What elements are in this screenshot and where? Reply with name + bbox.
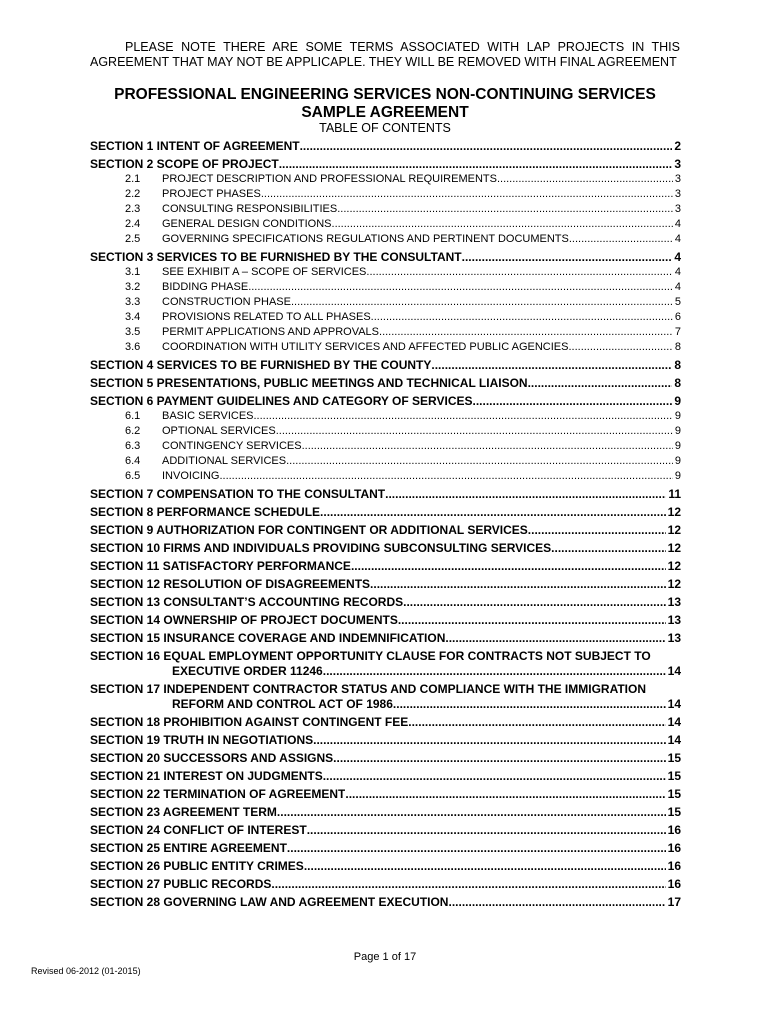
- toc-entry-title: CONSTRUCTION PHASE: [162, 296, 291, 308]
- toc-subsection-number: 2.1: [125, 173, 141, 185]
- dot-leader: [385, 487, 666, 502]
- toc-subsection-entry[interactable]: [90, 340, 681, 355]
- toc-entry-title: BIDDING PHASE: [162, 281, 249, 293]
- toc-page-number: 9: [674, 455, 681, 467]
- toc-subsection-entry[interactable]: [90, 424, 681, 439]
- toc-subsection-entry[interactable]: [90, 172, 681, 187]
- toc-section-entry[interactable]: [90, 595, 681, 610]
- toc-section-entry[interactable]: [90, 487, 681, 502]
- toc-page-number: 4: [674, 218, 681, 230]
- dot-leader: [271, 877, 665, 892]
- dot-leader: [219, 469, 672, 484]
- toc-subsection-number: 2.5: [125, 233, 141, 245]
- dot-leader: [307, 823, 666, 838]
- toc-page-number: 6: [674, 311, 681, 323]
- toc-section-entry[interactable]: [90, 769, 681, 784]
- toc-entry-title: SECTION 24 CONFLICT OF INTEREST: [90, 823, 307, 837]
- toc-page-number: 13: [667, 595, 681, 609]
- toc-section-entry[interactable]: [90, 715, 681, 730]
- toc-section-entry[interactable]: [90, 139, 681, 154]
- dot-leader: [337, 202, 673, 217]
- dot-leader: [254, 409, 673, 424]
- dot-leader: [345, 787, 665, 802]
- toc-subsection-entry[interactable]: [90, 295, 681, 310]
- toc-entry-title: PROVISIONS RELATED TO ALL PHASES: [162, 311, 371, 323]
- toc-entry-title: SECTION 9 AUTHORIZATION FOR CONTINGENT OR ADDITIONAL SERVICES: [90, 523, 528, 537]
- toc-subsection-entry[interactable]: [90, 310, 681, 325]
- toc-subsection-number: 6.4: [125, 455, 141, 467]
- toc-subsection-entry[interactable]: [90, 265, 681, 280]
- toc-page-number: 2: [674, 139, 681, 153]
- toc-entry-title: SECTION 12 RESOLUTION OF DISAGREEMENTS: [90, 577, 371, 591]
- toc-entry-title: PROJECT PHASES: [162, 188, 261, 200]
- toc-page-number: 16: [667, 823, 681, 837]
- dot-leader: [403, 595, 666, 610]
- dot-leader: [323, 769, 666, 784]
- toc-entry-title: SECTION 1 INTENT OF AGREEMENT: [90, 139, 300, 153]
- dot-leader: [448, 895, 665, 910]
- toc-entry-title: SECTION 20 SUCCESSORS AND ASSIGNS: [90, 751, 334, 765]
- toc-section-entry[interactable]: [90, 577, 681, 592]
- page-number: Page 1 of 17: [353, 951, 417, 963]
- toc-entry-title: CONSULTING RESPONSIBILITIES: [162, 203, 338, 215]
- toc-page-number: 16: [667, 877, 681, 891]
- toc-entry-title: SEE EXHIBIT A – SCOPE OF SERVICES: [162, 266, 367, 278]
- toc-subsection-entry[interactable]: [90, 217, 681, 232]
- toc-section-entry[interactable]: [90, 523, 681, 538]
- toc-subsection-number: 6.3: [125, 440, 141, 452]
- dot-leader: [333, 751, 665, 766]
- toc-entry-title: PERMIT APPLICATIONS AND APPROVALS: [162, 326, 380, 338]
- dot-leader: [370, 577, 666, 592]
- dot-leader: [300, 139, 673, 154]
- toc-entry-title: SECTION 23 AGREEMENT TERM: [90, 805, 277, 819]
- toc-entry-title: GOVERNING SPECIFICATIONS REGULATIONS AND PERTINENT DOCUMENTS: [162, 233, 569, 245]
- toc-entry-title: EXECUTIVE ORDER 11246: [172, 664, 323, 678]
- dot-leader: [351, 559, 666, 574]
- dot-leader: [313, 733, 666, 748]
- dot-leader: [393, 697, 666, 712]
- toc-entry-title: SECTION 2 SCOPE OF PROJECT: [90, 157, 279, 171]
- toc-page-number: 9: [674, 410, 681, 422]
- dot-leader: [291, 295, 673, 310]
- toc-subsection-entry[interactable]: [90, 454, 681, 469]
- dot-leader: [279, 157, 673, 172]
- toc-page-number: 4: [674, 233, 681, 245]
- toc-page-number: 9: [674, 394, 681, 408]
- toc-entry-title: GENERAL DESIGN CONDITIONS: [162, 218, 332, 230]
- toc-subsection-number: 6.5: [125, 470, 141, 482]
- toc-page-number: 12: [667, 505, 681, 519]
- toc-page-number: 15: [667, 787, 681, 801]
- toc-entry-title: SECTION 13 CONSULTANT’S ACCOUNTING RECORDS: [90, 595, 404, 609]
- toc-entry-title: SECTION 11 SATISFACTORY PERFORMANCE: [90, 559, 351, 573]
- dot-leader: [286, 454, 673, 469]
- dot-leader: [304, 859, 666, 874]
- dot-leader: [473, 394, 673, 409]
- document-subtitle: SAMPLE AGREEMENT: [301, 104, 469, 121]
- toc-page-number: 8: [674, 341, 681, 353]
- dot-leader: [462, 250, 673, 265]
- toc-section-entry[interactable]: [90, 805, 681, 820]
- toc-section-entry[interactable]: [90, 358, 681, 373]
- toc-section-entry[interactable]: [90, 787, 681, 802]
- toc-section-entry[interactable]: [90, 823, 681, 838]
- toc-subsection-number: 2.3: [125, 203, 141, 215]
- toc-subsection-entry[interactable]: [90, 232, 681, 247]
- toc-page-number: 15: [667, 805, 681, 819]
- toc-section-entry[interactable]: [90, 841, 681, 856]
- lap-notice: [90, 40, 680, 70]
- toc-entry-title: SECTION 15 INSURANCE COVERAGE AND INDEMNIFICATION: [90, 631, 446, 645]
- toc-entry-title: SECTION 18 PROHIBITION AGAINST CONTINGENT FEE: [90, 715, 409, 729]
- dot-leader: [276, 424, 673, 439]
- dot-leader: [551, 541, 665, 556]
- toc-entry-title: OPTIONAL SERVICES: [162, 425, 276, 437]
- toc-page-number: 4: [674, 266, 681, 278]
- toc-page-number: 12: [667, 577, 681, 591]
- toc-entry-title: SECTION 4 SERVICES TO BE FURNISHED BY THE COUNTY: [90, 358, 432, 372]
- dot-leader: [379, 325, 673, 340]
- toc-section-entry[interactable]: [90, 541, 681, 556]
- toc-entry-title: SECTION 5 PRESENTATIONS, PUBLIC MEETINGS AND TECHNICAL LIAISON: [90, 376, 528, 390]
- toc-page-number: 14: [667, 715, 681, 729]
- toc-section-entry[interactable]: [90, 250, 681, 265]
- toc-section-entry[interactable]: [90, 613, 681, 628]
- toc-subsection-entry[interactable]: [90, 202, 681, 217]
- toc-subsection-entry[interactable]: [90, 325, 681, 340]
- toc-page-number: 14: [667, 664, 681, 678]
- toc-entry-title: REFORM AND CONTROL ACT OF 1986: [172, 697, 393, 711]
- toc-section-entry[interactable]: [90, 157, 681, 172]
- toc-entry-title: PROJECT DESCRIPTION AND PROFESSIONAL REQUIREMENTS: [162, 173, 497, 185]
- toc-section-entry[interactable]: [90, 859, 681, 874]
- toc-entry-title: SECTION 21 INTEREST ON JUDGMENTS: [90, 769, 323, 783]
- toc-subsection-entry[interactable]: [90, 280, 681, 295]
- toc-page-number: 13: [667, 631, 681, 645]
- dot-leader: [320, 505, 666, 520]
- toc-subsection-number: 2.2: [125, 188, 141, 200]
- toc-entry-title: INVOICING: [162, 470, 220, 482]
- toc-page-number: 12: [667, 523, 681, 537]
- dot-leader: [568, 340, 672, 355]
- toc-entry-title: ADDITIONAL SERVICES: [162, 455, 287, 467]
- toc-subsection-number: 6.1: [125, 410, 141, 422]
- toc-entry-title: SECTION 7 COMPENSATION TO THE CONSULTANT: [90, 487, 386, 501]
- toc-section-entry[interactable]: [90, 895, 681, 910]
- toc-entry-title: SECTION 3 SERVICES TO BE FURNISHED BY THE CONSULTANT: [90, 250, 462, 264]
- toc-section-entry[interactable]: [90, 733, 681, 748]
- dot-leader: [528, 376, 673, 391]
- toc-entry-title: SECTION 27 PUBLIC RECORDS: [90, 877, 272, 891]
- toc-section-entry[interactable]: [90, 559, 681, 574]
- toc-page-number: 15: [667, 751, 681, 765]
- toc-page-number: 7: [674, 326, 681, 338]
- dot-leader: [431, 358, 672, 373]
- toc-entry-title: COORDINATION WITH UTILITY SERVICES AND AFFECTED PUBLIC AGENCIES: [162, 341, 569, 353]
- toc-entry-title: SECTION 25 ENTIRE AGREEMENT: [90, 841, 287, 855]
- document-title: PROFESSIONAL ENGINEERING SERVICES NON-CONTINUING SERVICES: [114, 86, 656, 103]
- dot-leader: [332, 217, 673, 232]
- toc-page-number: 12: [667, 559, 681, 573]
- dot-leader: [408, 715, 665, 730]
- toc-section-entry[interactable]: [90, 394, 681, 409]
- toc-subsection-number: 3.1: [125, 266, 141, 278]
- toc-entry-title: SECTION 6 PAYMENT GUIDELINES AND CATEGORY OF SERVICES: [90, 394, 473, 408]
- dot-leader: [302, 439, 673, 454]
- toc-entry-title: SECTION 10 FIRMS AND INDIVIDUALS PROVIDING SUBCONSULTING SERVICES: [90, 541, 552, 555]
- toc-page-number: 8: [674, 376, 681, 390]
- toc-page-number: 4: [674, 281, 681, 293]
- dot-leader: [398, 613, 666, 628]
- toc-page-number: 9: [674, 470, 681, 482]
- dot-leader: [497, 172, 673, 187]
- toc-subsection-entry[interactable]: [90, 439, 681, 454]
- toc-entry-title: CONTINGENCY SERVICES: [162, 440, 302, 452]
- lap-notice-text: PLEASE NOTE THERE ARE SOME TERMS ASSOCIATED WITH LAP PROJECTS IN THIS AGREEMENT THAT MAY NOT BE APPLICAPLE. THEY WILL BE REMOVED WITH FINAL AGREEMENT: [90, 40, 680, 69]
- toc-page-number: 14: [667, 733, 681, 747]
- toc-page-number: 16: [667, 841, 681, 855]
- toc-section-entry[interactable]: [90, 682, 681, 712]
- toc-entry-title: SECTION 22 TERMINATION OF AGREEMENT: [90, 787, 346, 801]
- toc-page-number: 8: [674, 358, 681, 372]
- toc-subsection-number: 6.2: [125, 425, 141, 437]
- dot-leader: [261, 187, 673, 202]
- toc-subsection-entry[interactable]: [90, 409, 681, 424]
- dot-leader: [287, 841, 666, 856]
- toc-page-number: 9: [674, 425, 681, 437]
- toc-subsection-number: 3.3: [125, 296, 141, 308]
- toc-page-number: 13: [667, 613, 681, 627]
- dot-leader: [371, 310, 673, 325]
- toc-entry-title: SECTION 8 PERFORMANCE SCHEDULE: [90, 505, 321, 519]
- toc-entry-title: BASIC SERVICES: [162, 410, 254, 422]
- toc-entry-title: SECTION 19 TRUTH IN NEGOTIATIONS: [90, 733, 314, 747]
- toc-section-title-line1: SECTION 16 EQUAL EMPLOYMENT OPPORTUNITY CLAUSE FOR CONTRACTS NOT SUBJECT TO: [90, 649, 651, 663]
- toc-page-number: 3: [674, 173, 681, 185]
- dot-leader: [248, 280, 673, 295]
- toc-subsection-number: 3.6: [125, 341, 141, 353]
- toc-entry-title: SECTION 14 OWNERSHIP OF PROJECT DOCUMENTS: [90, 613, 398, 627]
- toc-section-title-line1: SECTION 17 INDEPENDENT CONTRACTOR STATUS AND COMPLIANCE WITH THE IMMIGRATION: [90, 682, 647, 696]
- toc-page-number: 4: [674, 250, 681, 264]
- toc-section-entry[interactable]: [90, 751, 681, 766]
- toc-page-number: 3: [674, 188, 681, 200]
- dot-leader: [528, 523, 666, 538]
- toc-page-number: 11: [668, 487, 681, 501]
- toc-entry-title: SECTION 26 PUBLIC ENTITY CRIMES: [90, 859, 304, 873]
- table-of-contents: [90, 139, 681, 910]
- toc-page-number: 15: [667, 769, 681, 783]
- toc-subsection-entry[interactable]: [90, 187, 681, 202]
- toc-page-number: 12: [667, 541, 681, 555]
- dot-leader: [323, 664, 666, 679]
- toc-subsection-number: 2.4: [125, 218, 141, 230]
- dot-leader: [569, 232, 673, 247]
- toc-heading: TABLE OF CONTENTS: [319, 121, 451, 135]
- toc-page-number: 5: [674, 296, 681, 308]
- toc-page-number: 3: [674, 157, 681, 171]
- revision-note: Revised 06-2012 (01-2015): [31, 966, 141, 976]
- toc-subsection-number: 3.4: [125, 311, 141, 323]
- toc-page-number: 3: [674, 203, 681, 215]
- toc-page-number: 16: [667, 859, 681, 873]
- toc-entry-title: SECTION 28 GOVERNING LAW AND AGREEMENT EXECUTION: [90, 895, 449, 909]
- dot-leader: [277, 805, 666, 820]
- toc-subsection-number: 3.5: [125, 326, 141, 338]
- toc-subsection-entry[interactable]: [90, 469, 681, 484]
- dot-leader: [445, 631, 665, 646]
- toc-section-entry[interactable]: [90, 505, 681, 520]
- toc-page-number: 17: [667, 895, 681, 909]
- toc-section-entry[interactable]: [90, 877, 681, 892]
- toc-page-number: 9: [674, 440, 681, 452]
- toc-section-entry[interactable]: [90, 376, 681, 391]
- toc-section-entry[interactable]: [90, 631, 681, 646]
- toc-section-entry[interactable]: [90, 649, 681, 679]
- toc-page-number: 14: [667, 697, 681, 711]
- dot-leader: [366, 265, 672, 280]
- toc-subsection-number: 3.2: [125, 281, 141, 293]
